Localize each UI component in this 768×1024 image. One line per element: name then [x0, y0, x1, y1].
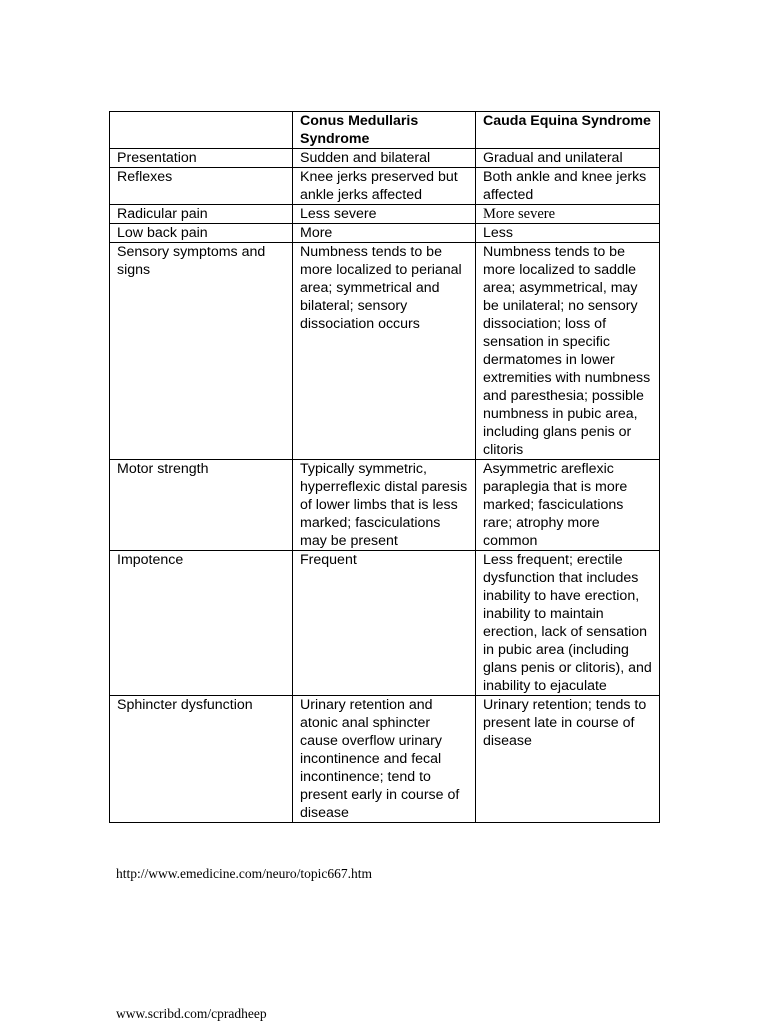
comparison-table: [109, 111, 660, 823]
table-row-impotence: [110, 551, 660, 696]
table-row-motor-strength: [110, 460, 660, 551]
row-label: Sensory symptoms and signs: [110, 243, 293, 460]
cauda-cell: Less: [476, 224, 660, 243]
header-empty-cell: [110, 112, 293, 149]
row-label: Radicular pain: [110, 205, 293, 224]
table-row-reflexes: [110, 168, 660, 205]
cauda-cell: Numbness tends to be more localized to saddle area; asymmetrical, may be unilateral; no sensory dissociation; loss of sensation in specific dermatomes in lower extremities with numbness and paresthesia; possible numbness in pubic area, including glans penis or clitoris: [476, 243, 660, 460]
table-row-sensory: [110, 243, 660, 460]
source-link[interactable]: http://www.emedicine.com/neuro/topic667.htm: [116, 866, 372, 881]
cauda-cell: Less frequent; erectile dysfunction that includes inability to have erection, inability to maintain erection, lack of sensation in pubic area (including glans penis or clitoris), and inability to ejaculate: [476, 551, 660, 696]
row-label: Impotence: [110, 551, 293, 696]
row-label: Sphincter dysfunction: [110, 696, 293, 823]
conus-cell: Knee jerks preserved but ankle jerks affected: [293, 168, 476, 205]
row-label: Reflexes: [110, 168, 293, 205]
table-row-low-back-pain: [110, 224, 660, 243]
row-label: Presentation: [110, 149, 293, 168]
header-conus-medullaris: Conus Medullaris Syndrome: [293, 112, 476, 149]
conus-cell: Frequent: [293, 551, 476, 696]
cauda-cell: Both ankle and knee jerks affected: [476, 168, 660, 205]
cauda-cell: Urinary retention; tends to present late in course of disease: [476, 696, 660, 823]
cauda-cell: More severe: [476, 205, 660, 224]
conus-cell: Less severe: [293, 205, 476, 224]
conus-cell: Typically symmetric, hyperreflexic distal paresis of lower limbs that is less marked; fasciculations may be present: [293, 460, 476, 551]
conus-cell: Numbness tends to be more localized to perianal area; symmetrical and bilateral; sensory dissociation occurs: [293, 243, 476, 460]
table-header-row: [110, 112, 660, 149]
table-row-radicular-pain: [110, 205, 660, 224]
conus-cell: Urinary retention and atonic anal sphincter cause overflow urinary incontinence and fecal incontinence; tend to present early in course of disease: [293, 696, 476, 823]
row-label: Low back pain: [110, 224, 293, 243]
conus-cell: Sudden and bilateral: [293, 149, 476, 168]
header-cauda-equina: Cauda Equina Syndrome: [476, 112, 660, 149]
cauda-cell: Gradual and unilateral: [476, 149, 660, 168]
cauda-cell: Asymmetric areflexic paraplegia that is more marked; fasciculations rare; atrophy more common: [476, 460, 660, 551]
table-row-sphincter: [110, 696, 660, 823]
footer-url[interactable]: www.scribd.com/cpradheep: [116, 1006, 267, 1021]
row-label: Motor strength: [110, 460, 293, 551]
table-row-presentation: [110, 149, 660, 168]
conus-cell: More: [293, 224, 476, 243]
